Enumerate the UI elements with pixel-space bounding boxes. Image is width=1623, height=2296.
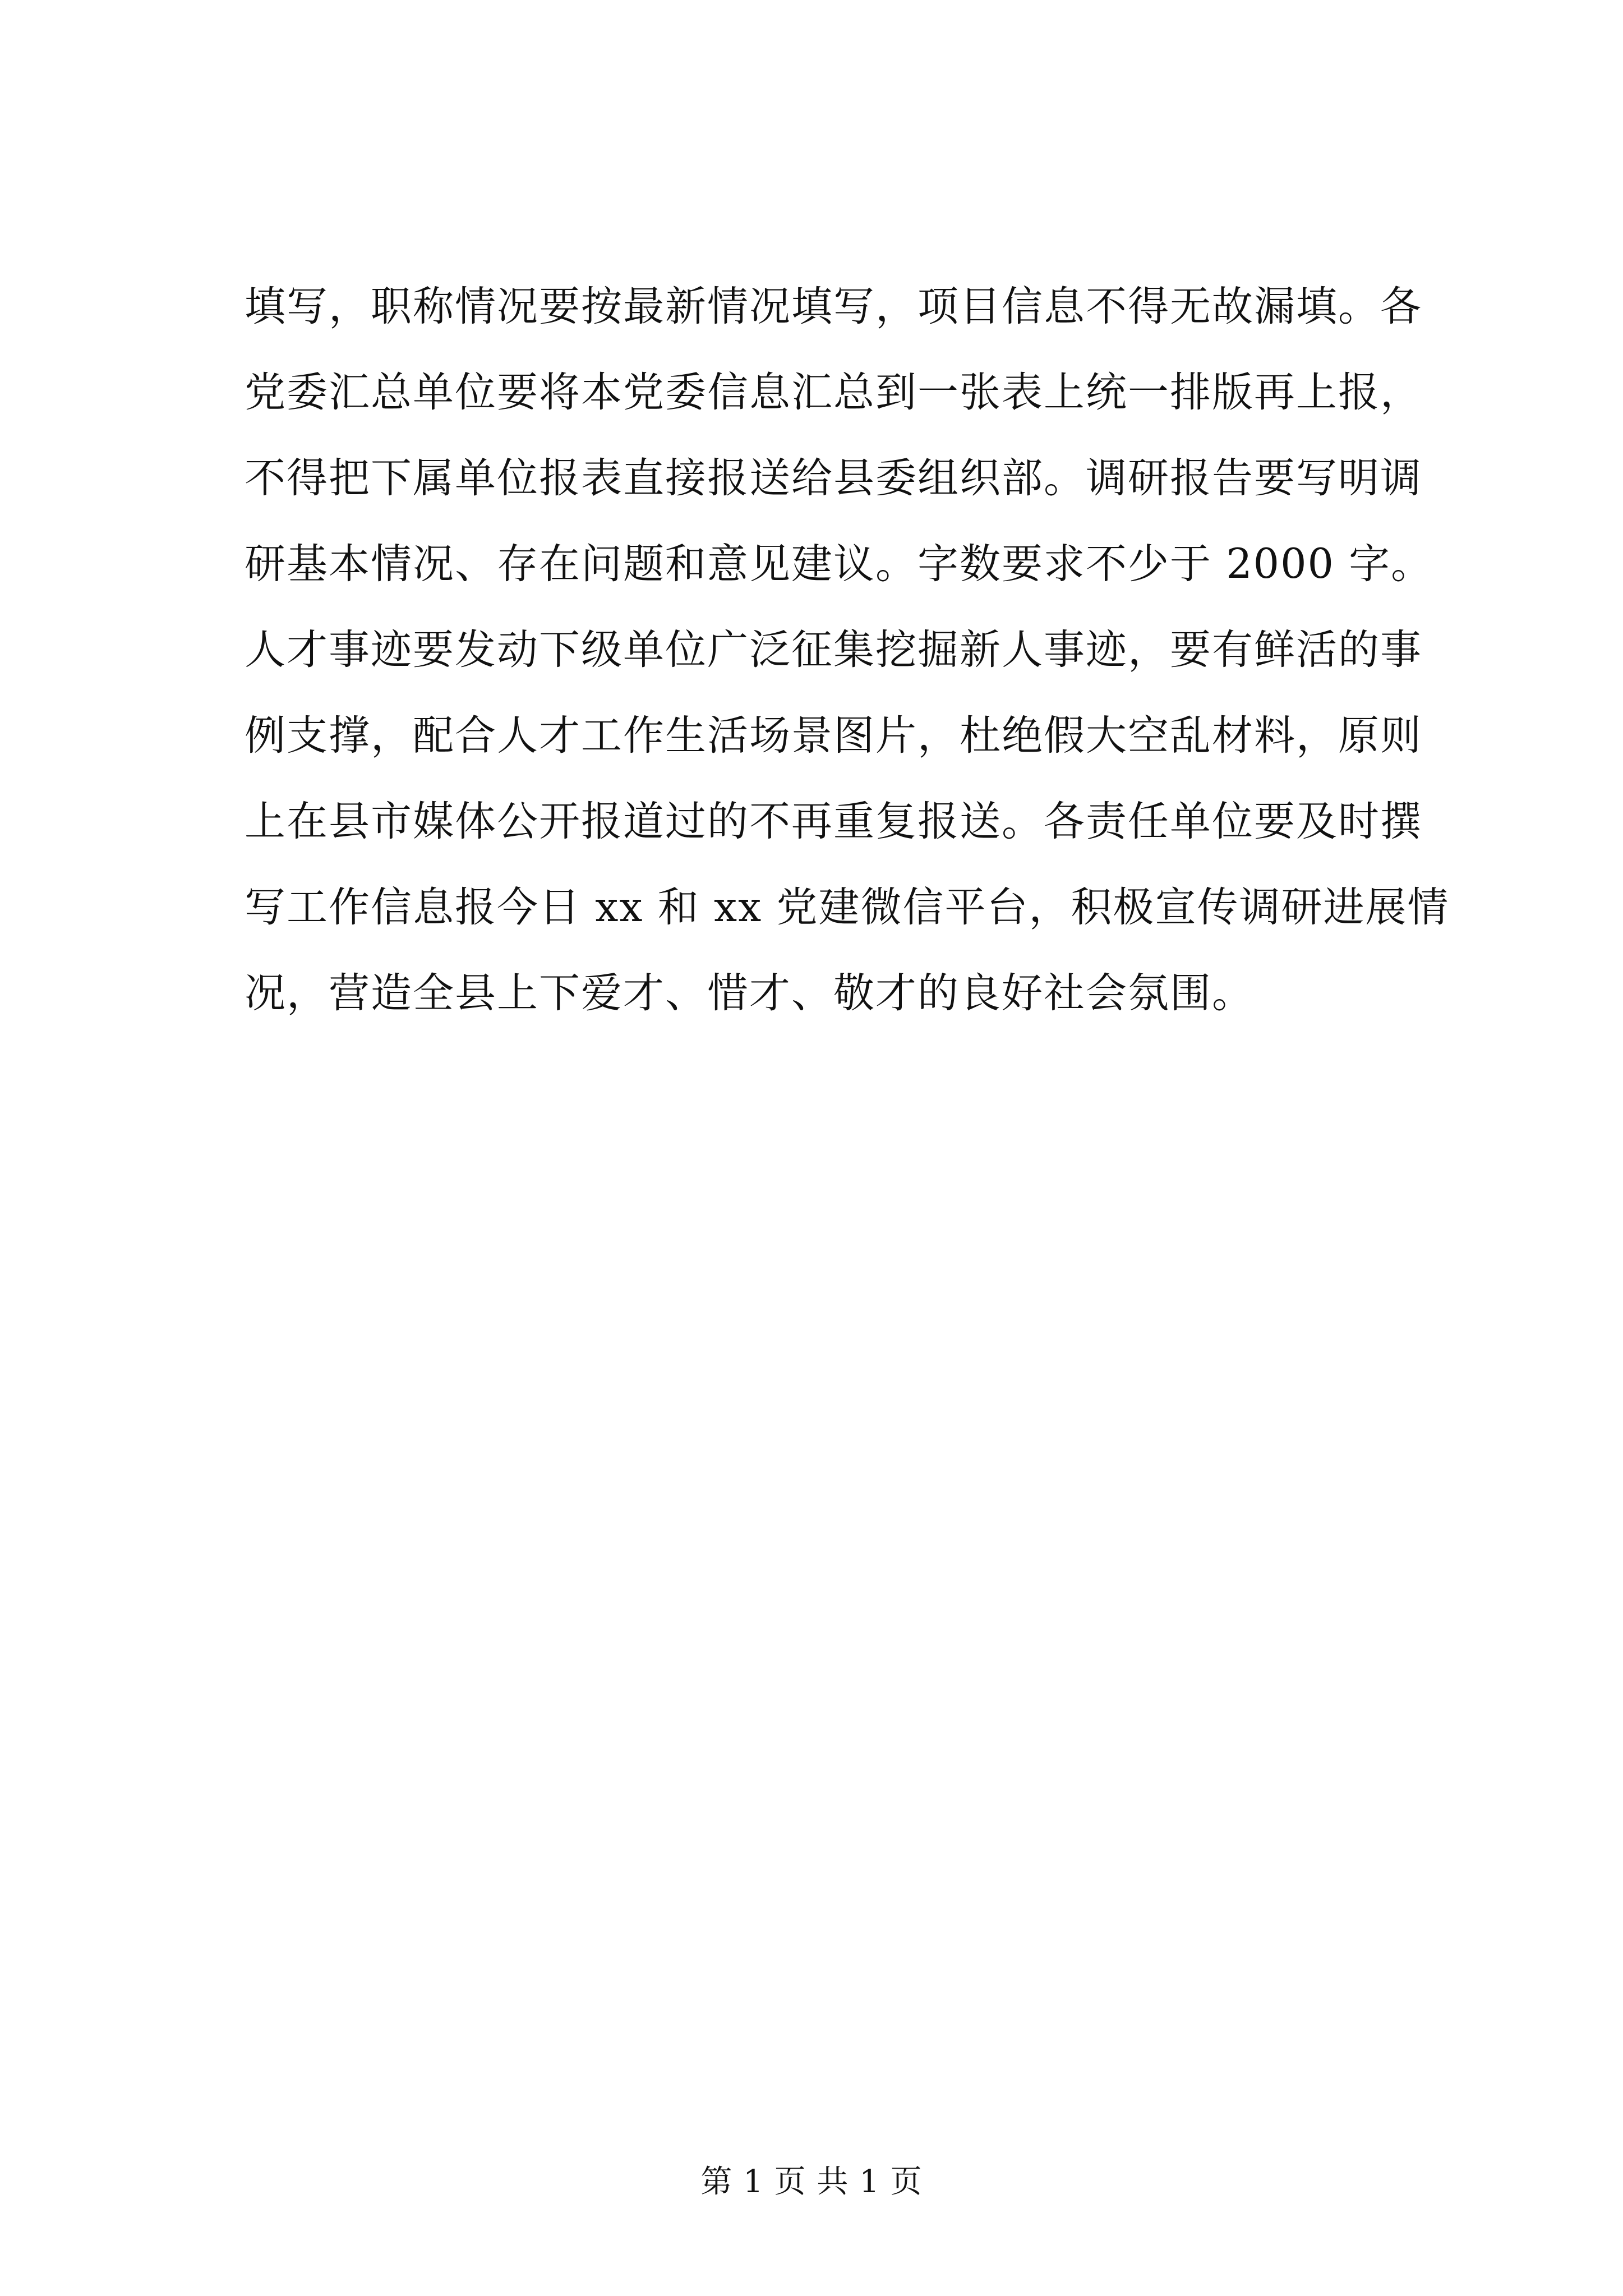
text-line-1: 填写，职称情况要按最新情况填写，项目信息不得无故漏填。各 — [245, 283, 1422, 330]
text-line-7: 上在县市媒体公开报道过的不再重复报送。各责任单位要及时撰 — [245, 798, 1422, 845]
text-line-4: 研基本情况、存在问题和意见建议。字数要求不少于 2000 字。 — [245, 540, 1433, 588]
text-line-6: 例支撑，配合人才工作生活场景图片，杜绝假大空乱材料，原则 — [245, 712, 1422, 760]
page-footer: 第 1 页 共 1 页 — [700, 2164, 923, 2200]
text-line-3: 不得把下属单位报表直接报送给县委组织部。调研报告要写明调 — [245, 454, 1422, 502]
text-line-5: 人才事迹要发动下级单位广泛征集挖掘新人事迹，要有鲜活的事 — [245, 626, 1422, 674]
text-line-9: 况，营造全县上下爱才、惜才、敬才的良好社会氛围。 — [245, 969, 1254, 1017]
text-line-8: 写工作信息报今日 xx 和 xx 党建微信平台，积极宣传调研进展情 — [245, 884, 1450, 931]
text-line-2: 党委汇总单位要将本党委信息汇总到一张表上统一排版再上报， — [245, 369, 1422, 416]
body-paragraph — [245, 264, 1450, 1036]
